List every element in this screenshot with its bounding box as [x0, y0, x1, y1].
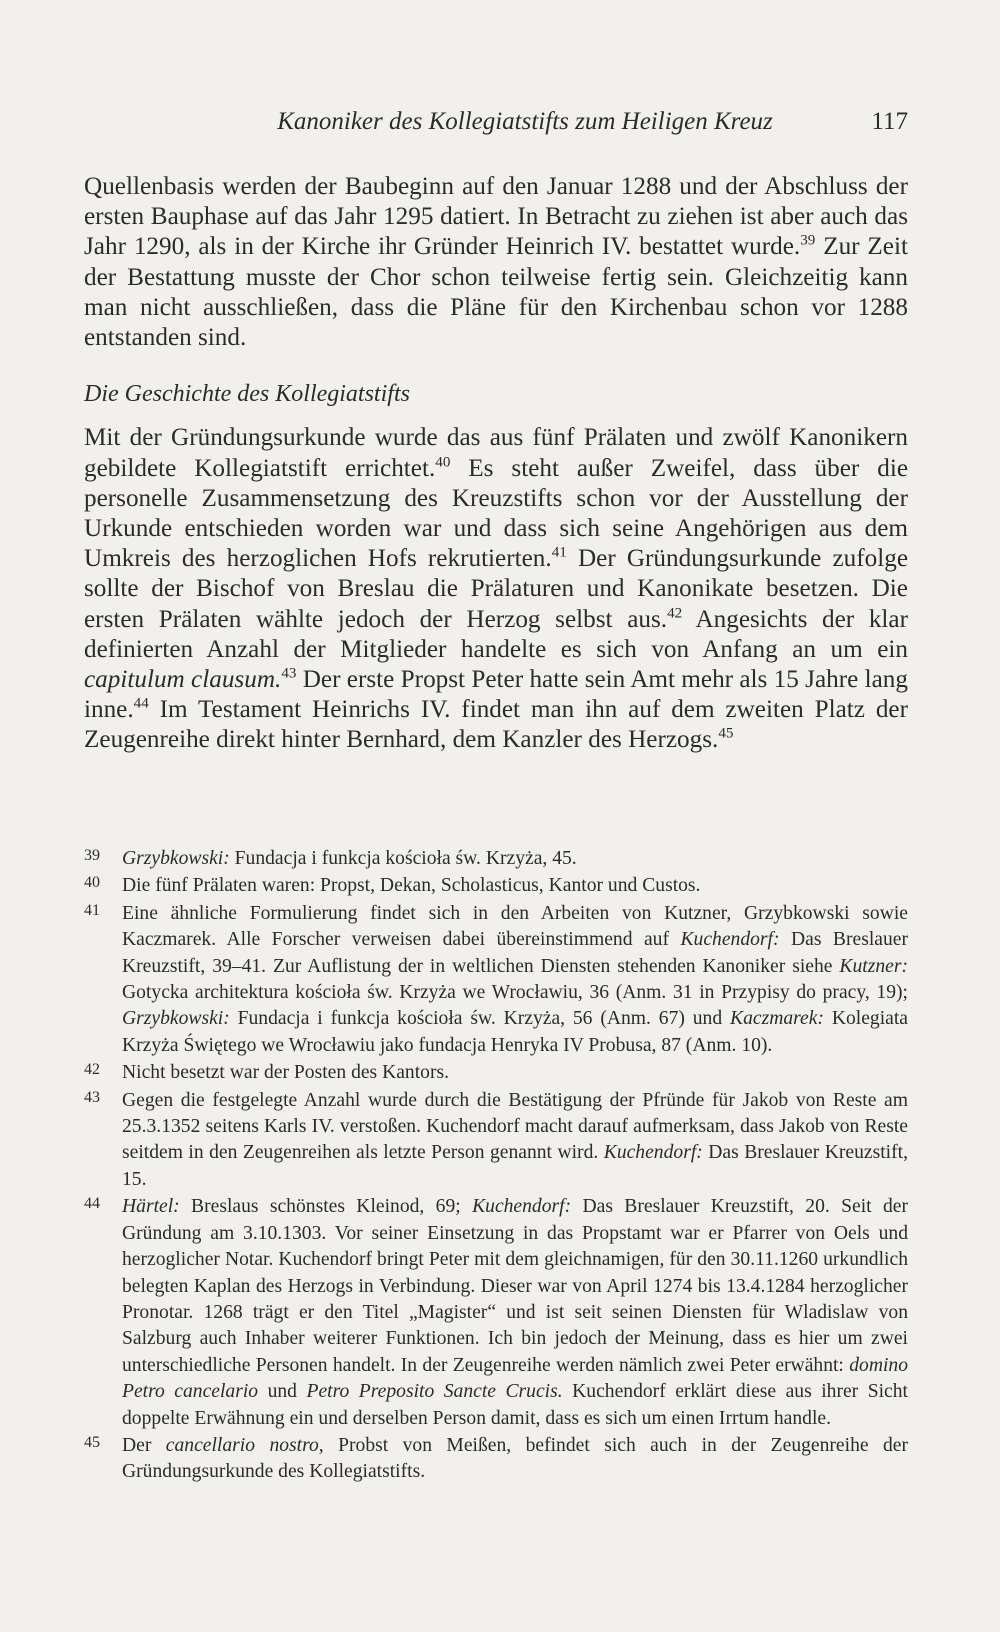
- section-heading: Die Geschichte des Kollegiatstifts: [84, 381, 410, 408]
- footnote-text: Eine ähnliche Formulierung findet sich in den Arbeiten von Kutzner, Grzybkowski sowie Kaczmarek. Alle Forscher verweisen dabei übereinstimmend auf: [122, 902, 908, 951]
- footnote-ref-43: 43: [281, 665, 297, 682]
- footnote-ref-44: 44: [133, 695, 149, 712]
- paragraph-2-text-b: Es steht außer Zweifel, dass über die personelle Zusammensetzung des Kreuzstifts schon vor der Ausstellung der Urkunde entschieden worden war und dass sich seine Angehörigen aus dem Umkreis des herzoglichen Hofs rekrutierten.: [84, 454, 909, 573]
- paragraph-2-text-d: Angesichts der klar definierten Anzahl der Mitglieder handelte es sich von Anfang an um ein: [84, 605, 908, 663]
- footnote-author: Kuchendorf:: [603, 1142, 703, 1164]
- footnote-40: [84, 873, 908, 899]
- running-head: [84, 108, 908, 144]
- main-text: [84, 172, 908, 756]
- footnotes: [84, 846, 908, 1487]
- footnote-italic: domino Petro cancelario: [122, 1354, 908, 1403]
- footnote-number: 41: [84, 901, 100, 919]
- footnote-43: [84, 1088, 908, 1194]
- footnote-italic: Petro Preposito Sancte Crucis.: [306, 1381, 563, 1403]
- footnote-ref-40: 40: [435, 454, 451, 471]
- footnote-text: Kolegiata Krzyża Świętego we Wrocławiu jako fundacja Henryka IV Probusa, 87 (Anm. 10).: [122, 1008, 908, 1056]
- paragraph-2-text-c: Der Gründungsurkunde zufolge sollte der Bischof von Breslau die Prälaturen und Kanonikate besetzen. Die ersten Prälaten wählte jedoch der Herzog selbst aus.: [84, 545, 908, 633]
- footnote-text: Gegen die festgelegte Anzahl wurde durch die Bestätigung der Pfründe für Jakob von Reste am 25.3.1352 seitens Karls IV. verstoßen. Kuchendorf macht darauf aufmerksam, dass Jakob von Reste seitdem in den Zeugenreihen als letzte Person genannt wird.: [122, 1089, 908, 1164]
- footnote-number: 45: [84, 1433, 100, 1451]
- paragraph-1-text-b: Zur Zeit der Bestattung musste der Chor schon teilweise fertig sein. Gleichzeitig kann man nicht ausschließen, dass die Pläne für den Kirchenbau schon vor 1288 entstanden sind.: [84, 233, 908, 352]
- footnote-ref-45: 45: [718, 726, 734, 743]
- paragraph-1: [84, 172, 908, 353]
- footnote-39: [84, 846, 908, 872]
- footnote-42: [84, 1060, 908, 1086]
- footnote-text: Breslaus schönstes Kleinod, 69;: [179, 1196, 473, 1218]
- footnote-text: Kuchendorf erklärt diese aus ihrer Sicht doppelte Erwähnung ein und derselben Person damit, dass es sich um einen Irrtum handle.: [122, 1381, 908, 1429]
- footnote-text: Gotycka architektura kościoła św. Krzyża we Wrocławiu, 36 (Anm. 31 in Przypisy do pracy, 19);: [122, 982, 908, 1004]
- footnote-text: Probst von Meißen, befindet sich auch in der Zeugenreihe der Gründungsurkunde des Kollegiatstifts.: [122, 1434, 908, 1483]
- footnote-ref-42: 42: [667, 605, 683, 622]
- paragraph-1-text-a: Quellenbasis werden der Baubeginn auf den Januar 1288 und der Abschluss der ersten Bauphase auf das Jahr 1295 datiert. In Betracht zu ziehen ist aber auch das Jahr 1290, als in der Kirche ihr Gründer Heinrich IV. bestattet wurde.: [84, 173, 908, 261]
- footnote-author: Kaczmarek:: [730, 1008, 824, 1030]
- footnote-author: Kuchendorf:: [680, 929, 780, 951]
- footnote-text: Fundacja i funkcja kościoła św. Krzyża, 45.: [229, 848, 577, 869]
- footnote-italic: cancellario nostro,: [165, 1434, 324, 1456]
- footnote-text: Die fünf Prälaten waren: Propst, Dekan, Scholasticus, Kantor und Custos.: [122, 875, 701, 897]
- footnote-45: [84, 1433, 908, 1486]
- running-head-title: Kanoniker des Kollegiatstifts zum Heiligen Kreuz: [277, 108, 773, 135]
- footnote-text: Der: [122, 1434, 166, 1456]
- footnote-ref-39: 39: [800, 233, 816, 250]
- footnote-number: 43: [84, 1088, 100, 1106]
- footnote-text: und: [258, 1381, 307, 1403]
- paragraph-2-italic: capitulum clausum.: [84, 666, 282, 694]
- footnote-44: [84, 1194, 908, 1432]
- footnote-author: Härtel:: [122, 1196, 180, 1218]
- footnote-author: Kutzner:: [839, 955, 908, 977]
- paragraph-2-text-e: Der erste Propst Peter hatte sein Amt mehr als 15 Jahre lang inne.: [84, 666, 908, 724]
- footnote-ref-41: 41: [551, 544, 567, 561]
- footnote-number: 40: [84, 874, 100, 892]
- footnote-text: Fundacja i funkcja kościoła św. Krzyża, 56 (Anm. 67) und: [229, 1008, 731, 1030]
- footnote-author: Grzybkowski:: [122, 848, 230, 869]
- footnote-text: Nicht besetzt war der Posten des Kantors.: [122, 1062, 450, 1084]
- footnote-number: 42: [84, 1061, 100, 1079]
- footnote-number: 44: [84, 1195, 100, 1213]
- footnote-41: [84, 901, 908, 1059]
- footnote-author: Kuchendorf:: [472, 1196, 572, 1218]
- footnote-text: Das Breslauer Kreuzstift, 39–41. Zur Auflistung der in weltlichen Diensten stehenden Kanoniker siehe: [122, 929, 909, 977]
- page-number: 117: [871, 108, 908, 135]
- footnote-number: 39: [84, 847, 100, 864]
- footnote-text: Das Breslauer Kreuzstift, 20. Seit der Gründung am 3.10.1303. Vor seiner Einsetzung in das Propstamt war er Pfarrer von Oels und herzoglicher Notar. Kuchendorf bringt Peter mit dem gleichnamigen, für den 30.11.1260 urkundlich belegten Kaplan des Herzogs in Verbindung. Dieser war von April 1274 bis 13.4.1284 herzoglicher Pronotar. 1268 trägt er den Titel „Magister“ und ist seit seinen Diensten für Wladislaw von Salzburg auch Inhaber weiterer Funktionen. Ich bin jedoch der Meinung, dass es hier um zwei unterschiedliche Personen handelt. In der Zeugenreihe werden nämlich zwei Peter erwähnt:: [122, 1196, 908, 1376]
- paragraph-2: [84, 423, 908, 755]
- footnote-author: Grzybkowski:: [122, 1008, 230, 1030]
- footnote-text: Das Breslauer Kreuzstift, 15.: [122, 1142, 908, 1190]
- paragraph-2-text-f: Im Testament Heinrichs IV. findet man ihn auf dem zweiten Platz der Zeugenreihe direkt hinter Bernhard, dem Kanzler des Herzogs.: [84, 696, 908, 754]
- paragraph-2-text-a: Mit der Gründungsurkunde wurde das aus fünf Prälaten und zwölf Kanonikern gebildete Kollegiatstift errichtet.: [84, 424, 908, 482]
